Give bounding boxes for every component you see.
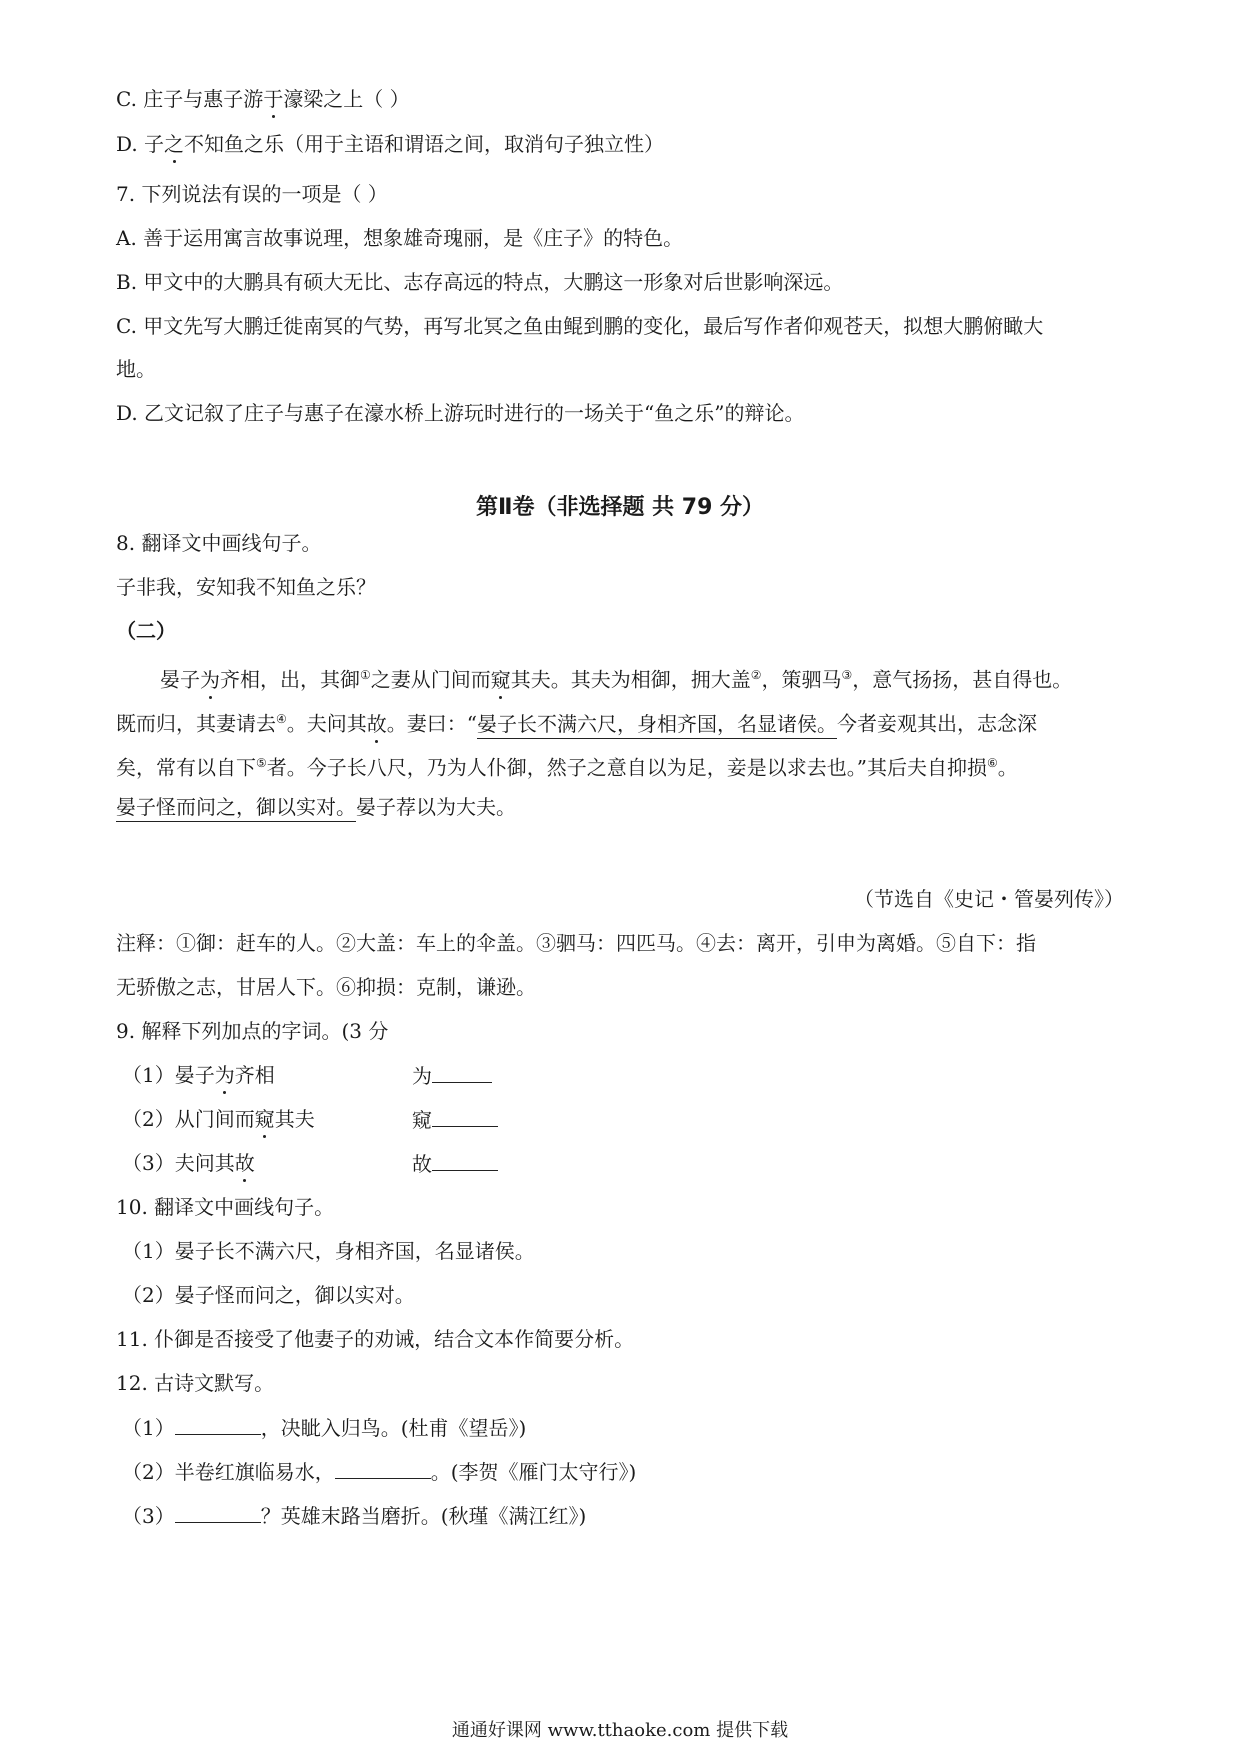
answer-blank[interactable] — [432, 1062, 492, 1083]
emphasis-dot: 窥 — [490, 667, 511, 692]
q7-option-c-line2: 地。 — [116, 357, 156, 381]
q10-sentence-2: （2）晏子怪而问之，御以实对。 — [122, 1283, 415, 1307]
q7-option-c-line1: C. 甲文先写大鹏迁徙南冥的气势，再写北冥之鱼由鲲到鹏的变化，最后写作者仰观苍天，拟想大鹏俯瞰大 — [116, 314, 1044, 338]
q9-answer-2[interactable]: 窥 — [412, 1106, 498, 1133]
q6-option-d: D. 子之不知鱼之乐（用于主语和谓语之间，取消句子独立性） — [116, 132, 665, 156]
emphasis-dot: 为 — [200, 667, 220, 692]
q8-stem-visible: 8. 翻译文中画线句子。 — [116, 531, 322, 555]
q7-stem: 7. 下列说法有误的一项是（ ） — [116, 182, 388, 206]
emphasis-dot: 之 — [164, 132, 185, 156]
passage-source: （节选自《史记・管晏列传》） — [854, 887, 1124, 911]
q7-option-a: A. 善于运用寓言故事说理，想象雄奇瑰丽，是《庄子》的特色。 — [116, 226, 684, 250]
q10-stem: 10. 翻译文中画线句子。 — [116, 1195, 335, 1219]
emphasis-dot: 故 — [234, 1151, 255, 1175]
emphasis-dot: 窥 — [254, 1107, 275, 1131]
passage-line-4: 晏子怪而问之，御以实对。晏子荐以为大夫。 — [116, 794, 516, 820]
notes-line-1: 注释：①御：赶车的人。②大盖：车上的伞盖。③驷马：四匹马。④去：离开，引申为离婚。⑤自下：指 — [116, 931, 1036, 955]
answer-blank[interactable] — [175, 1414, 261, 1435]
section-heading: 第Ⅱ卷（非选择题 共 79 分） — [475, 495, 765, 520]
underlined-sentence: 晏子长不满六尺，身相齐国，名显诸侯。 — [477, 712, 837, 739]
page-footer: 通通好课网 www.tthaoke.com 提供下载 — [451, 1720, 789, 1741]
answer-blank[interactable] — [432, 1106, 498, 1127]
q8-sentence: 子非我，安知我不知鱼之乐？ — [116, 575, 376, 599]
q10-sentence-1: （1）晏子长不满六尺，身相齐国，名显诸侯。 — [122, 1239, 535, 1263]
q9-stem: 9. 解释下列加点的字词。(3 分 — [116, 1019, 389, 1043]
q9-answer-3[interactable]: 故 — [412, 1150, 498, 1177]
q12-stem: 12. 古诗文默写。 — [116, 1371, 275, 1395]
notes-line-2: 无骄傲之志，甘居人下。⑥抑损：克制，谦逊。 — [116, 975, 536, 999]
q12-line-1: （1） ，决眦入归鸟。(杜甫《望岳》) — [122, 1416, 527, 1440]
q9-item-3: （3）夫问其故 — [122, 1151, 255, 1175]
q6-option-c: C. 庄子与惠子游于濠梁之上（ ） — [116, 87, 410, 111]
q7-option-b: B. 甲文中的大鹏具有硕大无比、志存高远的特点，大鹏这一形象对后世影响深远。 — [116, 270, 844, 294]
q12-line-2: （2）半卷红旗临易水， 。(李贺《雁门太守行》) — [122, 1460, 637, 1484]
emphasis-dot: 故 — [366, 711, 387, 736]
passage-label: （二） — [116, 619, 176, 643]
answer-blank[interactable] — [175, 1502, 261, 1523]
answer-blank[interactable] — [432, 1150, 498, 1171]
emphasis-dot: 为 — [214, 1063, 235, 1087]
passage-line-2: 既而归，其妻请去④。夫问其故。妻曰：“晏子长不满六尺，身相齐国，名显诸侯。今者妾观其出，志念深 — [116, 706, 1037, 737]
emphasis-dot: 于 — [263, 87, 284, 111]
q12-line-3: （3） ？英雄末路当磨折。(秋瑾《满江红》) — [122, 1504, 587, 1528]
q7-option-d: D. 乙文记叙了庄子与惠子在濠水桥上游玩时进行的一场关于“鱼之乐”的辩论。 — [116, 401, 805, 425]
passage-line-3: 矣，常有以自下⑤者。今子长八尺，乃为人仆御，然子之意自以为足，妾是以求去也。”其后夫自抑损⑥。 — [116, 755, 1018, 780]
passage-line-1: 晏子为齐相，出，其御①之妻从门间而窥其夫。其夫为相御，拥大盖②，策驷马③，意气扬扬，甚自得也。 — [160, 667, 1073, 692]
q11-stem: 11. 仆御是否接受了他妻子的劝诫，结合文本作简要分析。 — [116, 1327, 635, 1351]
q9-answer-1[interactable]: 为 — [412, 1062, 492, 1089]
q9-item-1: （1）晏子为齐相 — [122, 1063, 275, 1087]
underlined-sentence: 晏子怪而问之，御以实对。 — [116, 795, 356, 822]
answer-blank[interactable] — [335, 1458, 431, 1479]
q9-item-2: （2）从门间而窥其夫 — [122, 1107, 315, 1131]
